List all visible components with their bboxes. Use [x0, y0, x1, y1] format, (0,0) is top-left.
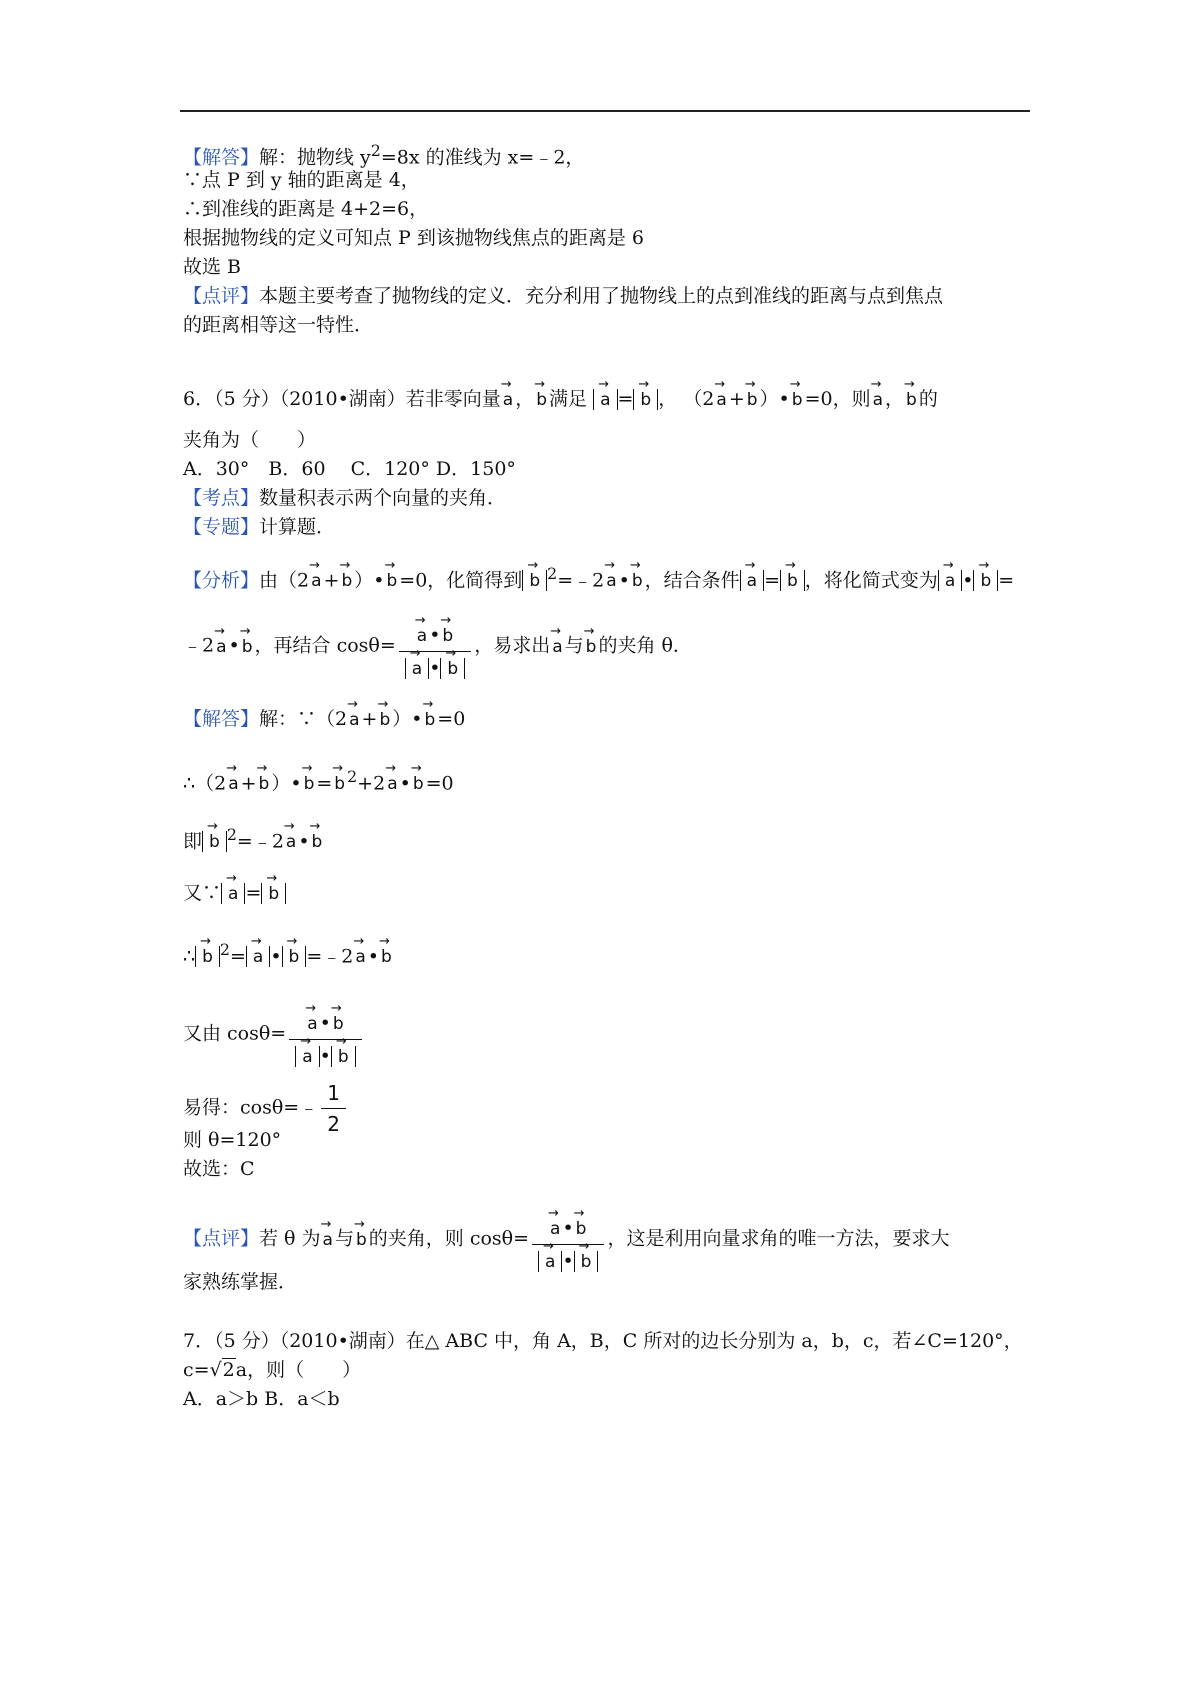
q5-line: ∴到准线的距离是 4+2=6， [183, 198, 429, 220]
q7-question-line: 7．（5 分）（2010•湖南）在△ ABC 中，角 A，B，C 所对的边长分别为 a，b，c，若∠C=120°， [183, 1330, 1023, 1352]
q5-line: 根据抛物线的定义可知点 P 到该抛物线焦点的距离是 6 [183, 227, 644, 249]
vector-b: → b [535, 387, 548, 413]
q6-solution-line: 又由 cosθ= → a •→ b → a •→ b [183, 1000, 365, 1069]
q7-options: A．a＞b B．a＜b [183, 1388, 340, 1410]
review-tag: 【点评】 [183, 285, 260, 307]
q6-review-line: 家熟练掌握． [183, 1271, 298, 1293]
review-tag: 【点评】 [183, 1227, 260, 1250]
q6-solution-line: ∴→ b $^2$=→ a •→ b =﹣2→ a •→ b [183, 937, 394, 970]
cos-fraction: → a •→ b → a •→ b [289, 1000, 361, 1069]
half-fraction: $\frac{1}{2}$ [321, 1080, 346, 1137]
q5-line: ∵点 P 到 y 轴的距离是 4， [183, 169, 420, 191]
cos-fraction: → a •→ b → a •→ b [399, 612, 471, 681]
analysis-tag: 【分析】 [183, 569, 260, 592]
q6-solution-line: 故选：C [183, 1158, 255, 1180]
q6-solution-line: 易得：cosθ=﹣ $\frac{1}{2}$ [183, 1080, 349, 1137]
q6-review-line: 【点评】若 θ 为→ a 与→ b 的夹角，则 cosθ= → a •→ b → a •→ b ，这是利用向量求角的唯一方法，要求大 [183, 1205, 949, 1274]
q5-line: 故选 B [183, 256, 242, 278]
q6-topic-line: 【考点】数量积表示两个向量的夹角． [183, 487, 507, 509]
cos-fraction: → a •→ b → a •→ b [532, 1205, 604, 1274]
solution-tag: 【解答】 [183, 146, 260, 169]
solution-tag: 【解答】 [183, 708, 260, 730]
q6-analysis-line: ﹣2→ a •→ b ，再结合 cosθ= → a •→ b → a •→ b ，易求出→ a 与→ b 的夹角 θ． [183, 612, 692, 681]
q6-special-line: 【专题】计算题． [183, 516, 336, 538]
q6-question-line: 6．（5 分）（2010•湖南）若非零向量→ a ，→ b 满足 → a =→ b ， （2→ a +→ b ）•→ b =0，则→ a ，→ b 的 [183, 386, 938, 413]
sqrt-two: √2 [209, 1359, 235, 1381]
q6-options: A．30° B．60 C．120° D．150° [183, 458, 516, 480]
q5-solution-line: 【解答】解：抛物线 $y^2=8x$ 的准线为 x=﹣2， [183, 141, 585, 169]
q6-analysis-line: 【分析】由（2→ a +→ b ）•→ b =0，化简得到→ b $^2$=﹣2→ a •→ b ，结合条件→ a =→ b ，将化简式变为→ a •→ b = [183, 561, 1014, 594]
q7-question-line: c=√2a，则（ ） [183, 1359, 362, 1381]
q6-solution-line: 即→ b $^2$=﹣2→ a •→ b [183, 822, 324, 855]
q5-review-line: 【点评】本题主要考查了抛物线的定义．充分利用了抛物线上的点到准线的距离与点到焦点 [183, 285, 944, 307]
q6-solution-line: 【解答】解：∵（2→ a +→ b ）•→ b =0 [183, 706, 465, 733]
q5-review-line: 的距离相等这一特性． [183, 314, 374, 336]
q6-solution-line: 则 θ=120° [183, 1129, 282, 1151]
special-tag: 【专题】 [183, 516, 260, 538]
q6-solution-line: 又∵→ a =→ b [183, 880, 286, 906]
header-rule [180, 110, 1030, 112]
q6-question-line: 夹角为（ ） [183, 429, 317, 451]
topic-tag: 【考点】 [183, 487, 260, 509]
vector-a: → a [502, 387, 514, 413]
q6-solution-line: ∴（2→ a +→ b ）•→ b =→ b $^2$+2→ a •→ b =0 [183, 764, 454, 797]
